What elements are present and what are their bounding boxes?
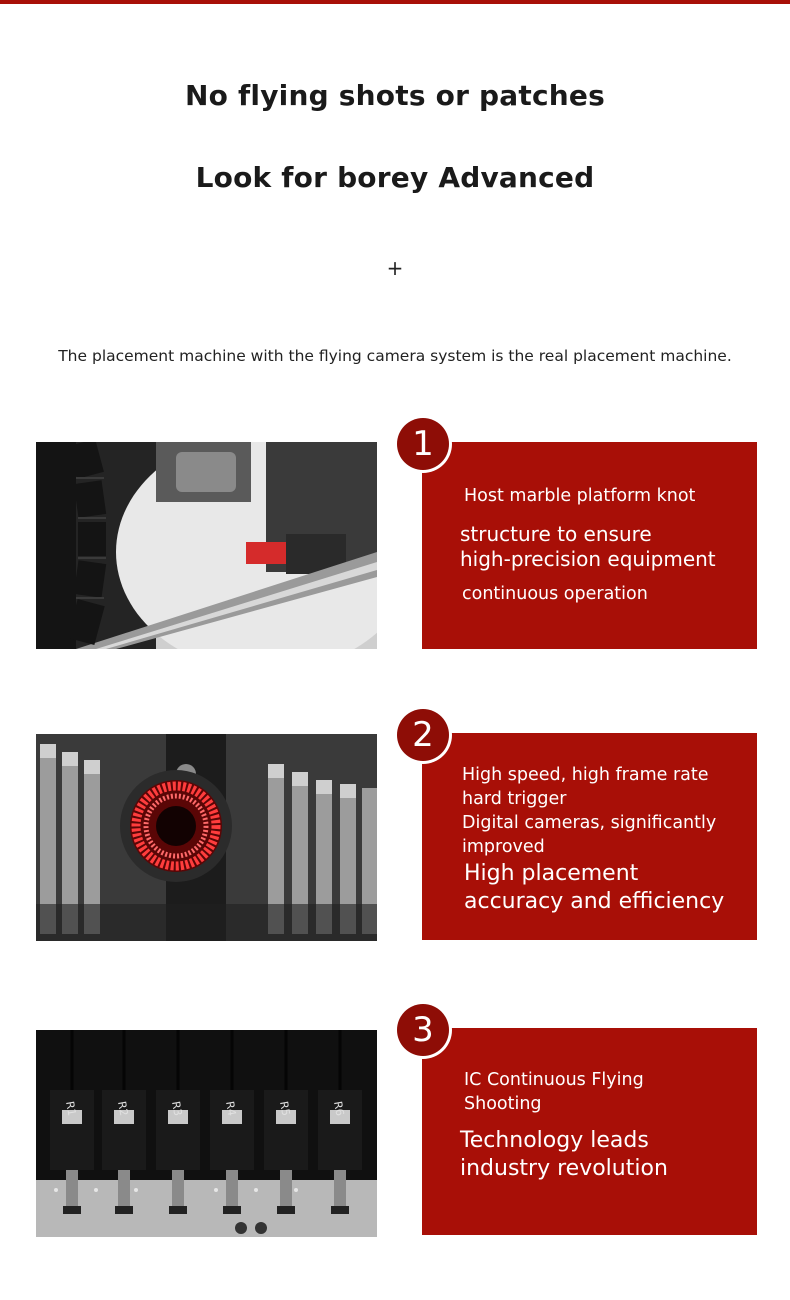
- top-accent-rule: [0, 0, 790, 4]
- nozzle-label-r4: R4: [223, 1100, 239, 1117]
- feature-1-line-4: continuous operation: [462, 584, 648, 604]
- feature-3-number-badge: 3: [397, 1004, 449, 1056]
- feature-1-card: [422, 442, 757, 649]
- feature-2-line-1: High speed, high frame rate: [462, 765, 709, 785]
- feature-2-line-5: High placement: [464, 861, 639, 886]
- feature-2-line-4: improved: [462, 837, 545, 857]
- nozzle-label-r2: R2: [115, 1100, 131, 1117]
- feature-2-line-2: hard trigger: [462, 789, 567, 809]
- feature-3-card: [422, 1028, 757, 1235]
- feature-3-line-1: IC Continuous Flying: [464, 1070, 644, 1090]
- intro-text: The placement machine with the flying camera system is the real placement machine.: [58, 346, 732, 365]
- feature-3-photo: [36, 1030, 377, 1237]
- feature-1-photo: [36, 442, 377, 649]
- feature-1-number-badge: 1: [397, 418, 449, 470]
- feature-2-number-badge: 2: [397, 709, 449, 761]
- nozzle-label-r3: R3: [169, 1100, 185, 1117]
- plus-icon: +: [386, 256, 404, 280]
- feature-2-card: [422, 733, 757, 940]
- feature-3-line-2: Shooting: [464, 1094, 542, 1114]
- nozzle-label-r6: R6: [331, 1100, 347, 1117]
- headline-secondary: Look for borey Advanced: [195, 161, 595, 194]
- cable-chain-ball-screw-photo-icon: [36, 442, 377, 649]
- placement-nozzles-photo-icon: [36, 1030, 377, 1237]
- feature-2-line-3: Digital cameras, significantly: [462, 813, 717, 833]
- nozzle-label-r1: R1: [63, 1100, 79, 1117]
- nozzle-label-r5: R5: [277, 1100, 293, 1117]
- feature-3-line-4: industry revolution: [460, 1156, 668, 1181]
- feature-3-line-3: Technology leads: [460, 1128, 649, 1153]
- feature-1-line-2: structure to ensure: [460, 522, 652, 546]
- ring-light-camera-photo-icon: [36, 734, 377, 941]
- feature-1-line-3: high-precision equipment: [460, 547, 716, 571]
- feature-1-line-1: Host marble platform knot: [464, 486, 696, 506]
- feature-2-photo: [36, 734, 377, 941]
- feature-2-line-6: accuracy and efficiency: [464, 889, 725, 914]
- headline-primary: No flying shots or patches: [185, 79, 605, 112]
